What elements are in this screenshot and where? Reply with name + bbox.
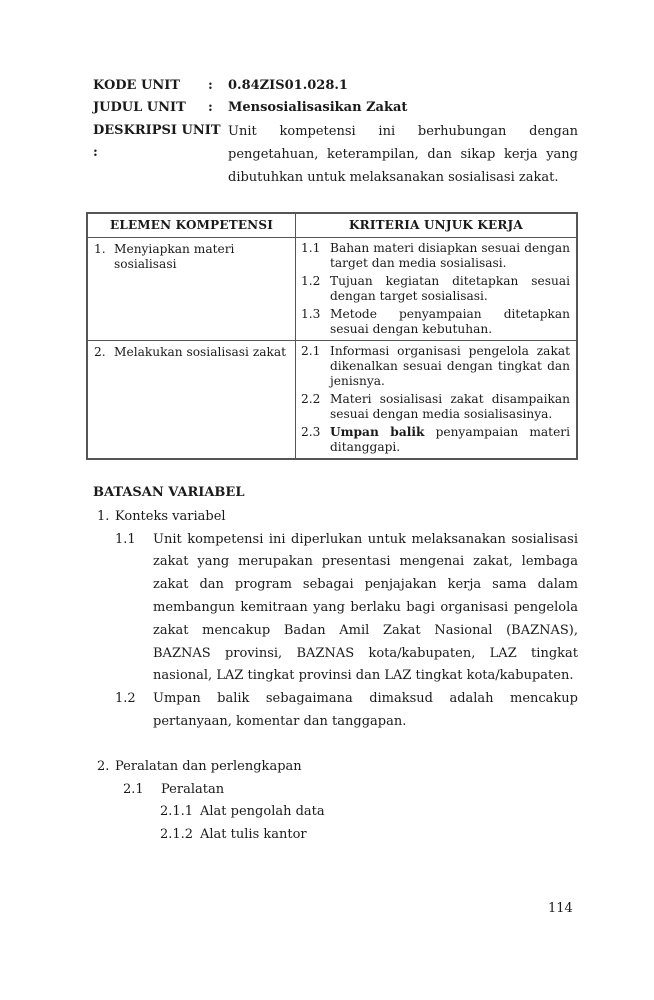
criteria-cell bbox=[296, 341, 578, 460]
batasan-variabel-section bbox=[93, 482, 578, 847]
deskripsi-unit-row bbox=[93, 120, 578, 189]
table-header-row bbox=[87, 213, 577, 238]
deskripsi-unit-value bbox=[228, 120, 578, 189]
criteria-number: 2.1 bbox=[301, 344, 321, 358]
header-kriteria-unjuk-kerja: KRITERIA UNJUK KERJA bbox=[296, 213, 578, 238]
criteria-number: 1.2 bbox=[301, 274, 321, 288]
list-number: 2.1.1 bbox=[160, 804, 194, 820]
element-cell bbox=[87, 341, 296, 460]
criteria-text: Metode penyampaian ditetapkan sesuai dengan kebutuhan. bbox=[330, 307, 570, 336]
list-text: Umpan balik sebagaimana dimaksud adalah mencakup pertanyaan, komentar dan tanggapan. bbox=[153, 691, 578, 729]
deskripsi-line: Unit kompetensi ini berhubungan dengan bbox=[228, 124, 578, 139]
criteria-item bbox=[301, 274, 570, 304]
criteria-number: 1.1 bbox=[301, 241, 321, 255]
list-text: Peralatan bbox=[161, 781, 225, 797]
list-number: 1.1 bbox=[115, 531, 136, 547]
kode-unit-label: KODE UNIT bbox=[93, 78, 180, 93]
kode-unit-value: 0.84ZIS01.028.1 bbox=[228, 78, 348, 93]
table-row bbox=[87, 341, 577, 460]
list-number: 1.2 bbox=[115, 691, 136, 707]
colon: : bbox=[208, 78, 213, 93]
list-item bbox=[93, 529, 578, 689]
list-item bbox=[93, 801, 578, 824]
criteria-text: Bahan materi disiapkan sesuai dengan target dan media sosialisasi. bbox=[330, 241, 570, 270]
criteria-item bbox=[301, 307, 570, 337]
judul-unit-row bbox=[93, 97, 578, 119]
criteria-number: 1.3 bbox=[301, 307, 321, 321]
element-number: 1. bbox=[94, 242, 106, 256]
list-item bbox=[93, 824, 578, 847]
list-item bbox=[93, 756, 578, 779]
criteria-text bbox=[330, 425, 570, 455]
judul-unit-label: JUDUL UNIT bbox=[93, 100, 186, 115]
list-number: 2.1.2 bbox=[160, 827, 194, 843]
criteria-text: Informasi organisasi pengelola zakat dikenalkan sesuai dengan tingkat dan jenisnya. bbox=[330, 344, 570, 388]
criteria-number: 2.3 bbox=[301, 425, 321, 439]
deskripsi-line: dibutuhkan untuk melaksanakan sosialisasi zakat. bbox=[228, 170, 559, 185]
criteria-text: Materi sosialisasi zakat disampaikan sesuai dengan media sosialisasinya. bbox=[330, 392, 570, 421]
page-number: 114 bbox=[548, 901, 573, 916]
element-number: 2. bbox=[94, 345, 106, 359]
criteria-item bbox=[301, 392, 570, 422]
list-item bbox=[93, 779, 578, 802]
criteria-cell bbox=[296, 238, 578, 341]
colon: : bbox=[208, 100, 213, 115]
list-label: Peralatan dan perlengkapan bbox=[115, 758, 302, 774]
element-cell bbox=[87, 238, 296, 341]
criteria-text: Tujuan kegiatan ditetapkan sesuai dengan target sosialisasi. bbox=[330, 274, 570, 303]
criteria-number: 2.2 bbox=[301, 392, 321, 406]
list-text: Alat tulis kantor bbox=[200, 827, 307, 843]
list-item bbox=[93, 506, 578, 529]
list-label: Konteks variabel bbox=[115, 508, 226, 524]
section-heading: BATASAN VARIABEL bbox=[93, 485, 245, 500]
list-text: Unit kompetensi ini diperlukan untuk melaksanakan sosialisasi zakat yang merupakan presentasi mengenai zakat, lembaga zakat dan program sebagai penjajakan kerja sama dalam membangun kemitraan yang berlaku bagi organisasi pengelola zakat mencakup Badan Amil Zakat Nasional (BAZNAS), BAZNAS provinsi, BAZNAS kota/kabupaten, LAZ tingkat nasional, LAZ tingkat provinsi dan LAZ tingkat kota/kabupaten. bbox=[153, 531, 578, 684]
table-row bbox=[87, 238, 577, 341]
header-elemen-kompetensi: ELEMEN KOMPETENSI bbox=[87, 213, 296, 238]
element-text: Melakukan sosialisasi zakat bbox=[114, 345, 287, 359]
list-text: Alat pengolah data bbox=[200, 804, 325, 820]
list-number: 2. bbox=[97, 758, 110, 774]
criteria-text-rest: penyampaian materi ditanggapi. bbox=[330, 425, 571, 454]
criteria-item bbox=[301, 425, 570, 455]
competency-table bbox=[86, 212, 578, 460]
list-number: 2.1 bbox=[123, 781, 144, 797]
deskripsi-unit-label: DESKRIPSI UNIT : bbox=[93, 123, 221, 160]
kode-unit-row bbox=[93, 75, 578, 97]
criteria-item bbox=[301, 241, 570, 271]
element-text: Menyiapkan materi sosialisasi bbox=[114, 242, 235, 271]
unit-info bbox=[93, 75, 578, 189]
list-number: 1. bbox=[97, 508, 110, 524]
deskripsi-line: pengetahuan, keterampilan, dan sikap kerja yang bbox=[228, 147, 578, 162]
list-item bbox=[93, 688, 578, 734]
judul-unit-value: Mensosialisasikan Zakat bbox=[228, 100, 408, 115]
criteria-item bbox=[301, 344, 570, 389]
criteria-bold-term: Umpan balik bbox=[330, 425, 425, 439]
